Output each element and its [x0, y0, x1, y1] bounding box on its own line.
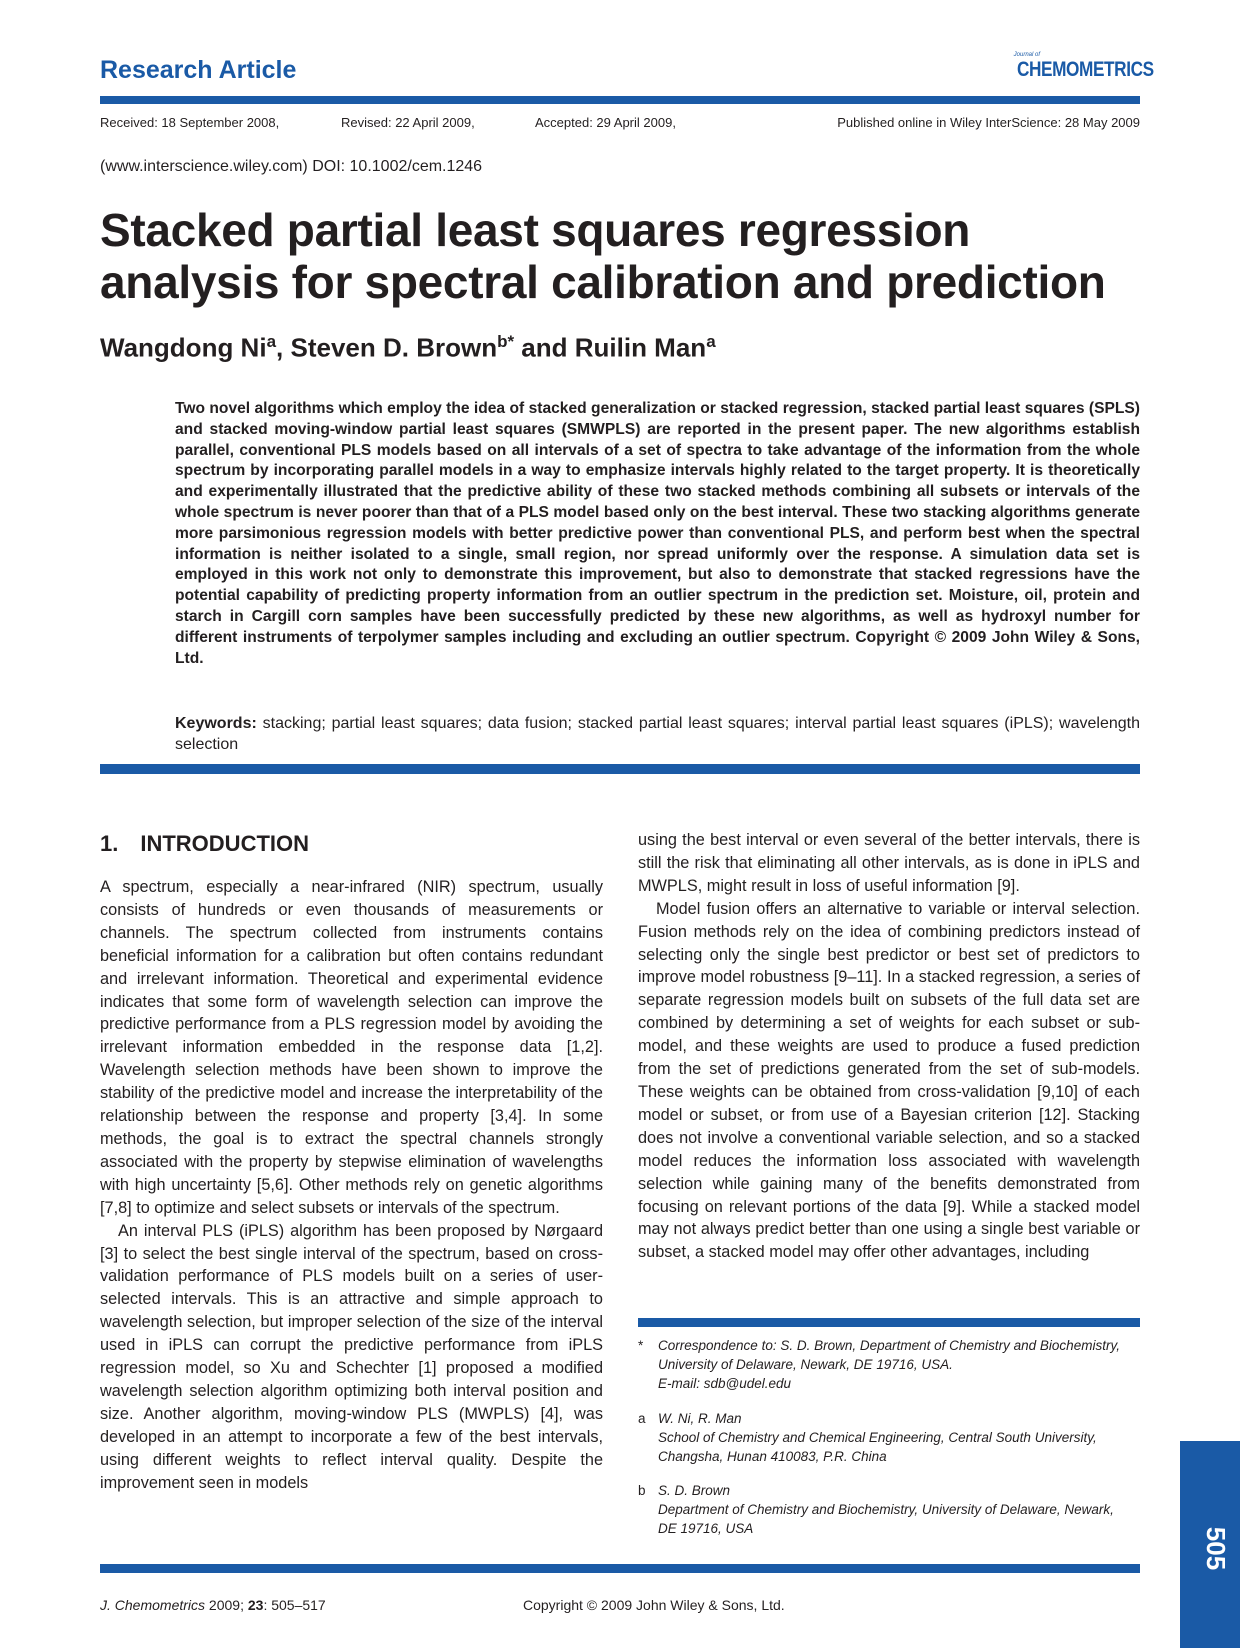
footnote-line: S. D. Brown [658, 1483, 731, 1498]
footer-pages: : 505–517 [263, 1597, 326, 1613]
right-column [638, 829, 1140, 1264]
author-separator: , [276, 332, 291, 363]
keywords-label: Keywords: [175, 715, 257, 732]
footnote-affiliation-b [638, 1481, 1140, 1538]
paper-title [100, 204, 1160, 308]
author-affiliation: b* [497, 332, 515, 351]
abstract-rule [100, 764, 1140, 774]
title-line-1: Stacked partial least squares regression [100, 204, 971, 256]
author-name: Ruilin Man [574, 332, 707, 363]
footer-journal: J. Chemometrics [100, 1597, 206, 1613]
footnote-email[interactable]: E-mail: sdb@udel.edu [658, 1376, 792, 1391]
paragraph: using the best interval or even several of the better intervals, there is still the risk that eliminating all other intervals, as is done in iPLS and MWPLS, might result in loss of useful information [9]. [638, 831, 1140, 895]
footnote-line: W. Ni, R. Man [658, 1411, 742, 1426]
paragraph: An interval PLS (iPLS) algorithm has been proposed by Nørgaard [3] to select the best single interval of the spectrum, based on cross-validation performance of PLS models built on a series of user-selected intervals. This is an attractive and simple approach to wavelength selection, but improper selection of the size of the interval used in iPLS can corrupt the predictive performance from iPLS regression model, so Xu and Schechter [1] proposed a modified wavelength selection algorithm optimizing both interval position and size. Another algorithm, moving-window PLS (MWPLS) [4], was developed in an attempt to incorporate a few of the best intervals, using different weights to reflect interval quality. Despite the improvement seen in models [100, 1221, 603, 1492]
footer-rule [100, 1564, 1140, 1573]
author-list [100, 332, 716, 364]
author-name: Steven D. Brown [290, 332, 498, 363]
page-number: 505 [1201, 1526, 1232, 1571]
doi-line: (www.interscience.wiley.com) DOI: 10.1002/cem.1246 [100, 158, 483, 175]
footnote-rule [638, 1318, 1140, 1327]
section-heading [100, 831, 309, 857]
footnote-line: DE 19716, USA [658, 1521, 754, 1536]
footnote-mark: a [638, 1411, 646, 1426]
footnote-line: School of Chemistry and Chemical Engineering, Central South University, [658, 1430, 1097, 1445]
author-separator: and [514, 332, 575, 363]
date-accepted: Accepted: 29 April 2009, [535, 115, 676, 130]
footnote-line: Correspondence to: S. D. Brown, Department of Chemistry and Biochemistry, [658, 1338, 1120, 1353]
journal-logo-small: Journal of [1013, 52, 1040, 58]
title-line-2: analysis for spectral calibration and prediction [100, 256, 1106, 308]
author-affiliation: a [266, 332, 277, 351]
date-received: Received: 18 September 2008, [100, 115, 280, 130]
journal-logo [990, 52, 1154, 81]
footnote-mark: * [638, 1338, 644, 1353]
author-name: Wangdong Ni [100, 332, 267, 363]
section-number: 1. [100, 831, 119, 856]
paragraph: Model fusion offers an alternative to variable or interval selection. Fusion methods rely on the idea of combining predictors instead of selecting only the single best predictor or best set of predictors to improve model robustness [9–11]. In a stacked regression, a series of separate regression models built on subsets of the full data set are combined by determining a set of weights for each subset or sub-model, and these weights are used to produce a fused prediction from the set of predictions generated from the set of sub-models. These weights can be obtained from cross-validation [9,10] of each model or subset, or from use of a Bayesian criterion [12]. Stacking does not involve a conventional variable selection, and so a stacked model reduces the information loss associated with wavelength selection while gaining many of the benefits demonstrated from focusing on relevant portions of the data [9]. While a stacked model may not always predict better than one using a single best variable or subset, a stacked model may offer other advantages, including [638, 899, 1140, 1262]
footnote-correspondence [638, 1336, 1140, 1393]
left-column [100, 876, 603, 1494]
page-number-tab [1180, 1441, 1240, 1648]
footnote-line: Department of Chemistry and Biochemistry, University of Delaware, Newark, [658, 1502, 1114, 1517]
footnote-line: Changsha, Hunan 410083, P.R. China [658, 1449, 887, 1464]
paragraph: A spectrum, especially a near-infrared (NIR) spectrum, usually consists of hundreds or even thousands of measurements or channels. The spectrum collected from instruments contains beneficial information for a calibration but often contains redundant and irrelevant information. Theoretical and experimental evidence indicates that some form of wavelength selection can improve the predictive performance from a PLS regression model by avoiding the irrelevant information embedded in the response data [1,2]. Wavelength selection methods have been shown to improve the stability of the predictive model and increase the interpretability of the relationship between the response and property [3,4]. In some methods, the goal is to extract the spectral channels strongly associated with the property by stepwise elimination of wavelengths with high uncertainty [5,6]. Other methods rely on genetic algorithms [7,8] to optimize and select subsets or intervals of the spectrum. [100, 878, 603, 1217]
footer-copyright: Copyright © 2009 John Wiley & Sons, Ltd. [523, 1597, 785, 1613]
article-type: Research Article [100, 56, 297, 84]
footer-year: 2009; [208, 1597, 244, 1613]
author-affiliation: a [706, 332, 716, 351]
keywords [175, 713, 1140, 755]
keywords-text: stacking; partial least squares; data fusion; stacked partial least squares; interval partial least squares (iPLS); wavelength selection [175, 715, 1140, 753]
header-rule [100, 96, 1140, 104]
date-revised: Revised: 22 April 2009, [341, 115, 475, 130]
footnote-mark: b [638, 1483, 646, 1498]
date-published: Published online in Wiley InterScience: 28 May 2009 [837, 115, 1140, 130]
abstract: Two novel algorithms which employ the idea of stacked generalization or stacked regression, stacked partial least squares (SPLS) and stacked moving-window partial least squares (SMWPLS) are reported in the present paper. The new algorithms establish parallel, conventional PLS models based on all intervals of a set of spectra to take advantage of the information from the whole spectrum by incorporating parallel models in a way to emphasize intervals highly related to the target property. It is theoretically and experimentally illustrated that the predictive ability of these two stacked methods combining all subsets or intervals of the whole spectrum is never poorer than that of a PLS model based only on the best interval. These two stacking algorithms generate more parsimonious regression models with better predictive power than conventional PLS, and perform best when the spectral information is neither isolated to a single, small region, nor spread uniformly over the response. A simulation data set is employed in this work not only to demonstrate this improvement, but also to demonstrate that stacked regressions have the potential capability of predicting property information from an outlier spectrum in the prediction set. Moisture, oil, protein and starch in Cargill corn samples have been successfully predicted by these new algorithms, as well as hydroxyl number for different instruments of terpolymer samples including and excluding an outlier spectrum. Copyright © 2009 John Wiley & Sons, Ltd. [175, 400, 1140, 667]
footnote-line: University of Delaware, Newark, DE 19716, USA. [658, 1357, 953, 1372]
footer-volume: 23 [247, 1597, 264, 1613]
footnote-affiliation-a [638, 1409, 1140, 1466]
footer-citation [100, 1597, 326, 1613]
journal-logo-text: CHEMOMETRICS [1017, 58, 1154, 81]
section-title: INTRODUCTION [140, 831, 310, 856]
